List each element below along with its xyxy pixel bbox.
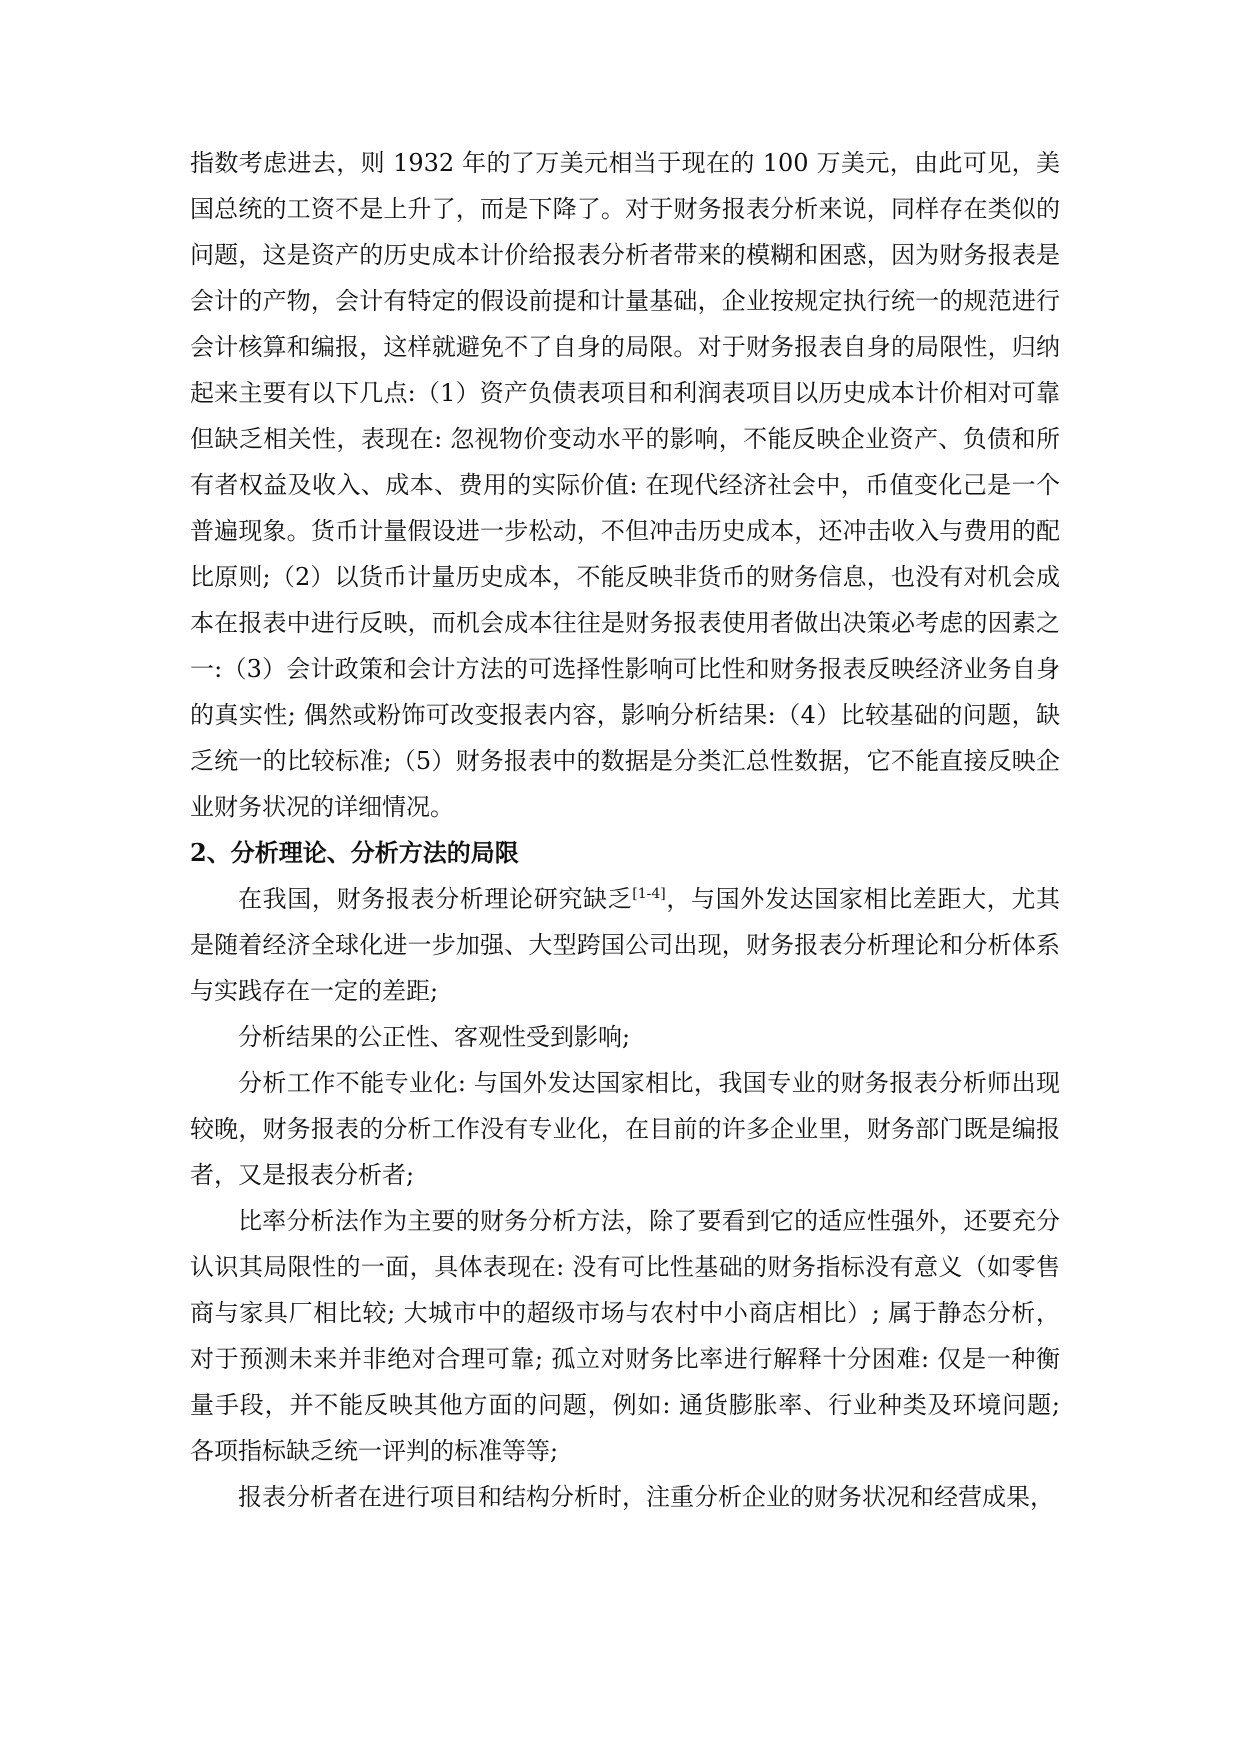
paragraph-not-professionalized: 分析工作不能专业化: 与国外发达国家相比，我国专业的财务报表分析师出现较晚，财务报表的分析工作没有专业化，在目前的许多企业里，财务部门既是编报者，又是报表分析者; [190, 1069, 1060, 1189]
paragraph-structure-analysis: 报表分析者在进行项目和结构分析时，注重分析企业的财务状况和经营成果， [238, 1483, 1054, 1511]
paragraph-theory-gap-text-a: 在我国，财务报表分析理论研究缺乏 [238, 885, 633, 913]
citation-ref: [1-4] [632, 886, 666, 902]
paragraph-objectivity: 分析结果的公正性、客观性受到影响; [238, 1023, 631, 1051]
paragraph-theory-gap-text-b: ，与国外发达国家相比差距大，尤其是随着经济全球化进一步加强、大型跨国公司出现，财务报表分析理论和分析体系与实践存在一定的差距; [190, 885, 1060, 1005]
paragraph-ratio-analysis: 比率分析法作为主要的财务分析方法，除了要看到它的适应性强外，还要充分认识其局限性的一面，具体表现在: 没有可比性基础的财务指标没有意义（如零售商与家具厂相比较; 大城市中的超级市场与农村中小商店相比）; 属于静态分析，对于预测未来并非绝对合理可靠; 孤立对财务比率进行解释十分困难: 仅是一种衡量手段，并不能反映其他方面的问题，例如: 通货膨胀率、行业种类及环境问题; 各项指标缺乏统一评判的标准等等; [190, 1207, 1060, 1465]
document-body [190, 140, 1060, 1520]
section-heading-analysis-limitations: 2、分析理论、分析方法的局限 [190, 838, 519, 867]
paragraph-financial-statement-limitations: 指数考虑进去，则 1932 年的了万美元相当于现在的 100 万美元，由此可见，美国总统的工资不是上升了，而是下降了。对于财务报表分析来说，同样存在类似的问题，这是资产的历史成本计价给报表分析者带来的模糊和困惑，因为财务报表是会计的产物，会计有特定的假设前提和计量基础，企业按规定执行统一的规范进行会计核算和编报，这样就避免不了自身的局限。对于财务报表自身的局限性，归纳起来主要有以下几点:（1）资产负债表项目和利润表项目以历史成本计价相对可靠但缺乏相关性，表现在: 忽视物价变动水平的影响，不能反映企业资产、负债和所有者权益及收入、成本、费用的实际价值: 在现代经济社会中，币值变化己是一个普遍现象。货币计量假设进一步松动，不但冲击历史成本，还冲击收入与费用的配比原则;（2）以货币计量历史成本，不能反映非货币的财务信息，也没有对机会成本在报表中进行反映，而机会成本往往是财务报表使用者做出决策必考虑的因素之一:（3）会计政策和会计方法的可选择性影响可比性和财务报表反映经济业务自身的真实性; 偶然或粉饰可改变报表内容，影响分析结果:（4）比较基础的问题，缺乏统一的比较标准;（5）财务报表中的数据是分类汇总性数据，它不能直接反映企业财务状况的详细情况。 [190, 149, 1060, 821]
paragraph-theory-gap [190, 876, 1060, 1014]
